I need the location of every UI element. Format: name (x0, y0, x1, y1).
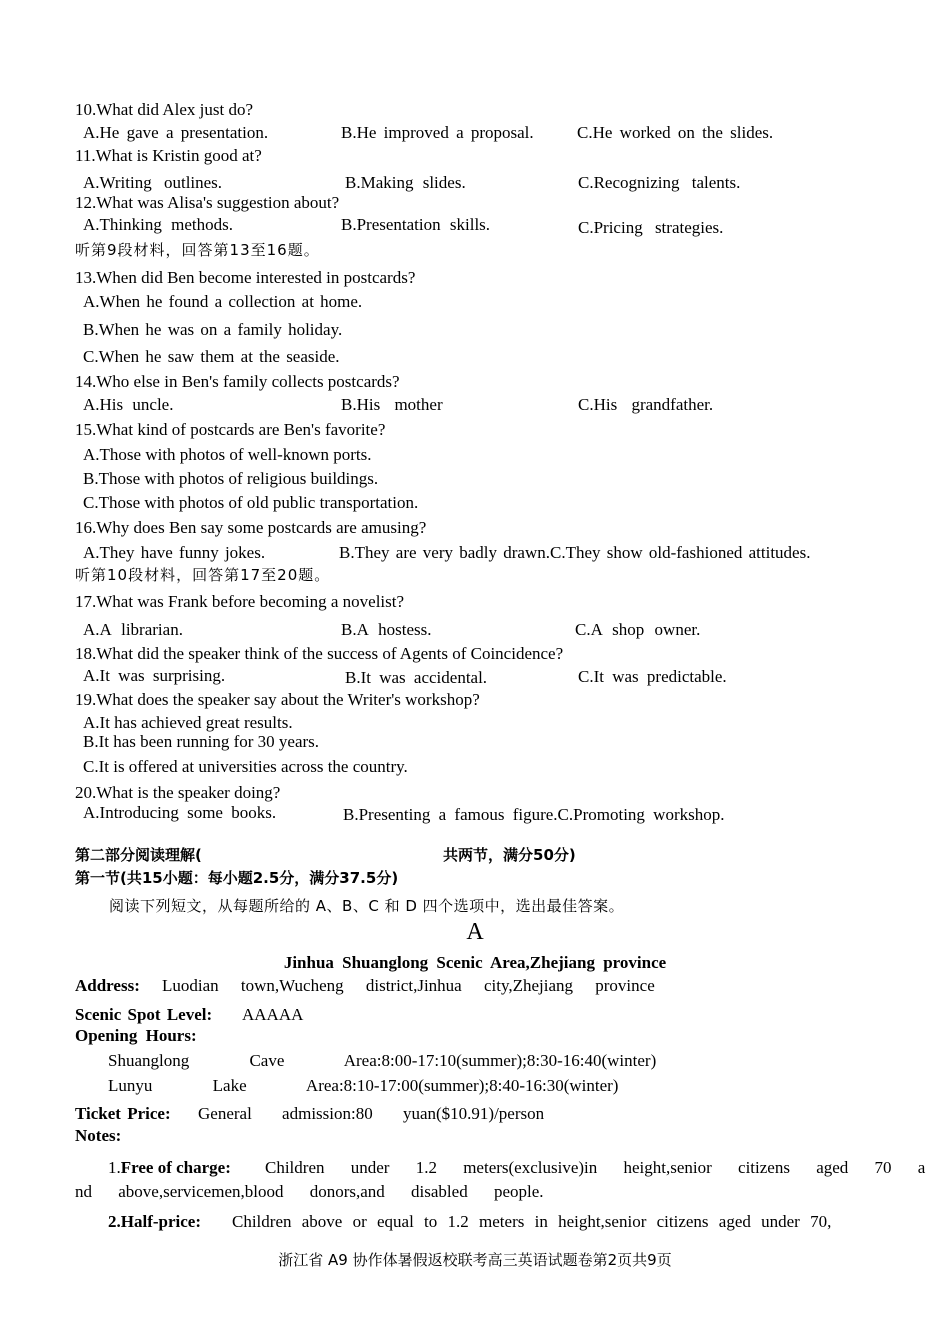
q19-option-b: B.It has been running for 30 years. (83, 732, 320, 751)
question-19: 19.What does the speaker say about the Writer's workshop? (75, 690, 480, 709)
q19-option-c: C.It is offered at universities across the country. (83, 757, 408, 776)
question-16: 16.Why does Ben say some postcards are amusing? (75, 518, 427, 537)
q14-option-a: A.His uncle. (83, 395, 174, 414)
question-12: 12.What was Alisa's suggestion about? (75, 193, 340, 212)
level-value: AAAAA (242, 1005, 304, 1024)
level-label: Scenic Spot Level: (75, 1005, 213, 1024)
reading-instruction: 阅读下列短文，从每题所给的 A、B、C 和 D 四个选项中，选出最佳答案。 (109, 897, 625, 915)
passage-letter: A (466, 919, 484, 945)
notes-label: Notes: (75, 1126, 122, 1145)
note-2-text: Children above or equal to 1.2 meters in height,senior citizens aged under 70, (232, 1212, 832, 1231)
note-1 (108, 1158, 231, 1178)
q16-option-bc: B.They are very badly drawn.C.They show old-fashioned attitudes. (339, 543, 811, 562)
passage-title: Jinhua Shuanglong Scenic Area,Zhejiang province (283, 953, 667, 972)
q12-option-c: C.Pricing strategies. (578, 218, 724, 237)
q20-option-bc: B.Presenting a famous figure.C.Promoting workshop. (343, 805, 725, 824)
q12-option-a: A.Thinking methods. (83, 215, 233, 234)
q15-option-a: A.Those with photos of well-known ports. (83, 445, 372, 464)
page-footer: 浙江省 A9 协作体暑假返校联考高三英语试题卷第2页共9页 (278, 1251, 672, 1269)
section-9-instruction: 听第9段材料，回答第13至16题。 (75, 241, 320, 259)
q11-option-b: B.Making slides. (345, 173, 466, 192)
q15-option-b: B.Those with photos of religious buildings. (83, 469, 379, 488)
note-1-label: Free of charge: (120, 1158, 231, 1177)
q16-option-a: A.They have funny jokes. (83, 543, 266, 562)
part-title-right: 共两节，满分50分) (443, 846, 576, 864)
q17-option-c: C.A shop owner. (575, 620, 701, 639)
section-10-instruction: 听第10段材料，回答第17至20题。 (75, 566, 331, 584)
question-11: 11.What is Kristin good at? (75, 146, 262, 165)
hours-shuanglong: Shuanglong Cave Area:8:00-17:10(summer);8:30-16:40(winter) (108, 1051, 657, 1070)
q13-option-a: A.When he found a collection at home. (83, 292, 363, 311)
q17-option-b: B.A hostess. (341, 620, 432, 639)
question-18: 18.What did the speaker think of the success of Agents of Coincidence? (75, 644, 564, 663)
hours-lunyu: Lunyu Lake Area:8:10-17:00(summer);8:40-16:30(winter) (108, 1076, 619, 1095)
part-title-left: 第二部分阅读理解( (75, 846, 202, 864)
q19-option-a: A.It has achieved great results. (83, 713, 293, 732)
question-15: 15.What kind of postcards are Ben's favorite? (75, 420, 386, 439)
q10-option-b: B.He improved a proposal. (341, 123, 534, 142)
q14-option-b: B.His mother (341, 395, 443, 414)
q20-option-a: A.Introducing some books. (83, 803, 277, 822)
question-13: 13.When did Ben become interested in postcards? (75, 268, 416, 287)
ticket-value: General admission:80 yuan($10.91)/person (198, 1104, 545, 1123)
q10-option-a: A.He gave a presentation. (83, 123, 269, 142)
q14-option-c: C.His grandfather. (578, 395, 714, 414)
note-1-text-a: Children under 1.2 meters(exclusive)in height,senior citizens aged 70 a (265, 1158, 926, 1177)
note-1-number: 1. (108, 1158, 121, 1177)
hours-label: Opening Hours: (75, 1026, 197, 1045)
q17-option-a: A.A librarian. (83, 620, 183, 639)
q12-option-b: B.Presentation skills. (341, 215, 491, 234)
q11-option-a: A.Writing outlines. (83, 173, 223, 192)
q10-option-c: C.He worked on the slides. (577, 123, 774, 142)
q13-option-c: C.When he saw them at the seaside. (83, 347, 340, 366)
q11-option-c: C.Recognizing talents. (578, 173, 741, 192)
question-14: 14.Who else in Ben's family collects postcards? (75, 372, 400, 391)
note-1-text-b: nd above,servicemen,blood donors,and disabled people. (75, 1182, 544, 1201)
ticket-label: Ticket Price: (75, 1104, 171, 1123)
address-value: Luodian town,Wucheng district,Jinhua city,Zhejiang province (162, 976, 655, 995)
address-label: Address: (75, 976, 140, 995)
q18-option-b: B.It was accidental. (345, 668, 488, 687)
section-title: 第一节(共15小题：每小题2.5分，满分37.5分) (75, 869, 399, 887)
q18-option-a: A.It was surprising. (83, 666, 226, 685)
q13-option-b: B.When he was on a family holiday. (83, 320, 343, 339)
question-17: 17.What was Frank before becoming a novelist? (75, 592, 405, 611)
q18-option-c: C.It was predictable. (578, 667, 727, 686)
note-2-label: 2.Half-price: (108, 1212, 201, 1231)
question-10: 10.What did Alex just do? (75, 100, 254, 119)
q15-option-c: C.Those with photos of old public transportation. (83, 493, 419, 512)
question-20: 20.What is the speaker doing? (75, 783, 281, 802)
